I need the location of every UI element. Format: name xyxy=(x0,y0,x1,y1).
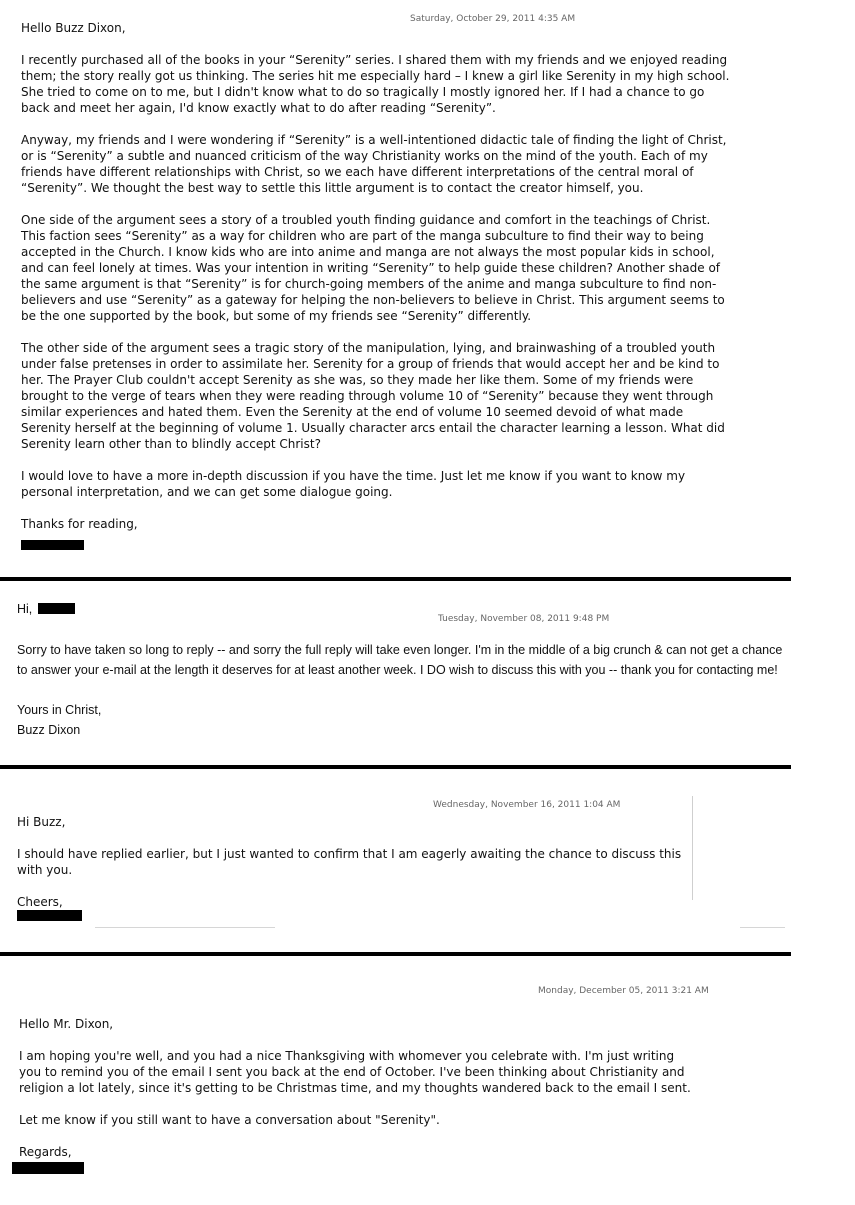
quote-border xyxy=(692,796,693,900)
redacted-signature xyxy=(12,1162,84,1174)
email-2-greeting: Hi, xyxy=(17,602,33,616)
email-3-message: I should have replied earlier, but I just wanted to confirm that I am eagerly awaiting the chance to discuss this with you. xyxy=(17,847,682,877)
email-3-body xyxy=(17,846,687,910)
email-1-paragraph: I recently purchased all of the books in your “Serenity” series. I shared them with my friends and we enjoyed reading them; the story really got us thinking. The series hit me especially hard – I knew a girl like Serenity in my high school. She tried to come on to me, but I didn't know what to do so tragically I mostly ignored her. If I had a chance to go back and meet her again, I'd know exactly what to do after reading “Serenity”. xyxy=(21,53,730,115)
redacted-signature xyxy=(17,910,82,921)
email-1-signoff: Thanks for reading, xyxy=(21,517,138,531)
redacted-name xyxy=(38,603,75,614)
redacted-signature xyxy=(21,540,84,550)
email-2-date: Tuesday, November 08, 2011 9:48 PM xyxy=(438,614,610,624)
email-3-signoff: Cheers, xyxy=(17,895,63,909)
email-4-signoff: Regards, xyxy=(19,1145,72,1159)
email-2-message: Sorry to have taken so long to reply -- and sorry the full reply will take even longer. I'm in the middle of a big crunch & can not get a chance to answer your e-mail at the length it deserves for at least another week. I DO wish to discuss this with you -- thank you for contacting me! xyxy=(17,643,783,677)
quote-separator xyxy=(95,927,275,928)
email-1-date: Saturday, October 29, 2011 4:35 AM xyxy=(410,14,576,24)
email-2-closing: Yours in Christ, xyxy=(17,703,102,717)
email-1-body xyxy=(21,52,733,532)
email-1-paragraph: The other side of the argument sees a tragic story of the manipulation, lying, and brainwashing of a troubled youth under false pretenses in order to assimilate her. Serenity for a group of friends that would accept her and be kind to her. The Prayer Club couldn't accept Serenity as she was, so they made her like them. Some of my friends were brought to the verge of tears when they were reading through volume 10 of “Serenity” because they went through similar experiences and hated them. Even the Serenity at the end of volume 10 seemed devoid of what made Serenity herself at the beginning of volume 1. Usually character arcs entail the character learning a lesson. What did Serenity learn other than to blindly accept Christ? xyxy=(21,341,725,451)
email-2-body xyxy=(17,640,785,740)
email-1-paragraph: One side of the argument sees a story of a troubled youth finding guidance and comfort in the teachings of Christ. This faction sees “Serenity” as a way for children who are part of the manga subculture to find their way to being accepted in the Church. I know kids who are into anime and manga are not always the most popular kids in school, and can feel lonely at times. Was your intention in writing “Serenity” to help guide these children? Another shade of the same argument is that “Serenity” is for church-going members of the anime and manga subculture to find non-believers and use “Serenity” as a gateway for helping the non-believers to believe in Christ. This argument seems to be the one supported by the book, but some of my friends see “Serenity” differently. xyxy=(21,213,725,323)
thread-divider xyxy=(0,577,791,581)
email-3-date: Wednesday, November 16, 2011 1:04 AM xyxy=(433,800,621,810)
email-4-greeting: Hello Mr. Dixon, xyxy=(19,1017,114,1031)
thread-divider xyxy=(0,952,791,956)
email-2-signature: Buzz Dixon xyxy=(17,723,81,737)
quote-separator xyxy=(740,927,785,928)
email-4-body xyxy=(19,1048,691,1160)
email-4-date: Monday, December 05, 2011 3:21 AM xyxy=(538,986,709,996)
email-1-greeting: Hello Buzz Dixon, xyxy=(21,21,126,35)
email-3-greeting: Hi Buzz, xyxy=(17,815,66,829)
email-1-paragraph: I would love to have a more in-depth discussion if you have the time. Just let me know if you want to know my personal interpretation, and we can get some dialogue going. xyxy=(21,469,686,499)
email-4-paragraph: Let me know if you still want to have a conversation about "Serenity". xyxy=(19,1113,440,1127)
email-4-paragraph: I am hoping you're well, and you had a nice Thanksgiving with whomever you celebrate with. I'm just writing you to remind you of the email I sent you back at the end of October. I've been thinking about Christianity and religion a lot lately, since it's getting to be Christmas time, and my thoughts wandered back to the email I sent. xyxy=(19,1049,691,1095)
email-1-paragraph: Anyway, my friends and I were wondering if “Serenity” is a well-intentioned didactic tale of finding the light of Christ, or is “Serenity” a subtle and nuanced criticism of the way Christianity works on the mind of the youth. Each of my friends have different relationships with Christ, so we each have different interpretations of the central moral of “Serenity”. We thought the best way to settle this little argument is to contact the creator himself, you. xyxy=(21,133,727,195)
thread-divider xyxy=(0,765,791,769)
